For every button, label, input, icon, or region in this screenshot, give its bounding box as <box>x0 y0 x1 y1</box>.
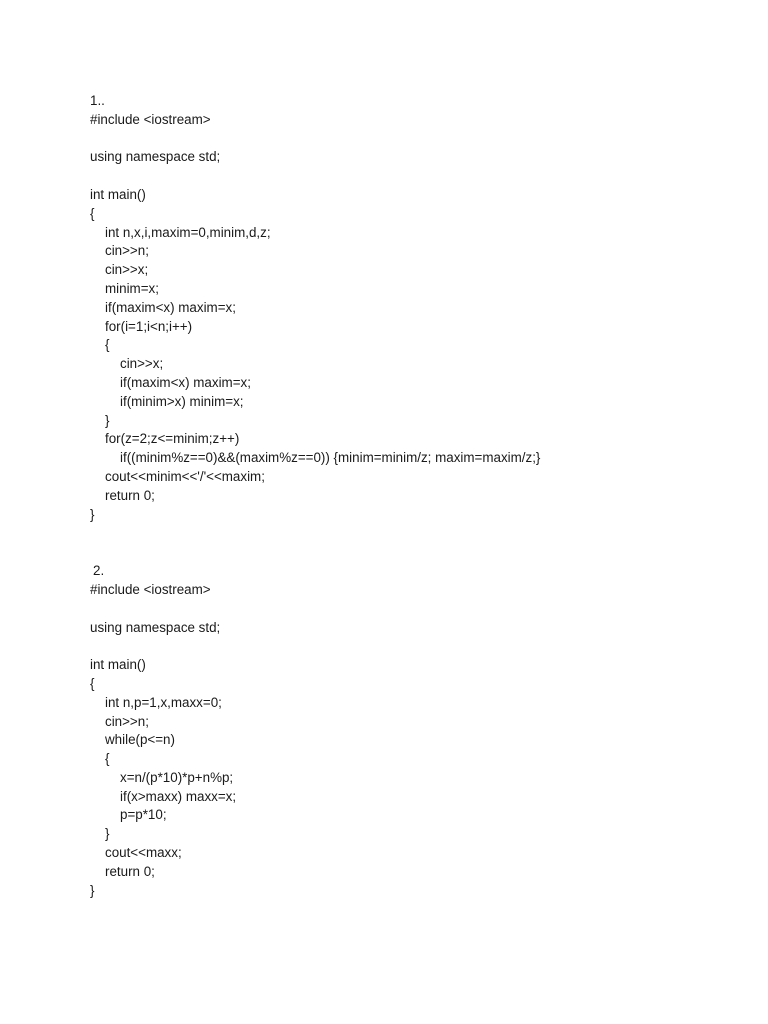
code-line: } <box>90 882 95 898</box>
code-line: cin>>x; <box>105 262 149 278</box>
code-line: for(z=2;z<=minim;z++) <box>105 431 240 447</box>
code-line: return 0; <box>105 863 155 879</box>
code-line: } <box>105 412 110 428</box>
code-line: for(i=1;i<n;i++) <box>105 318 193 334</box>
code-line: { <box>105 337 110 353</box>
code-line: if((minim%z==0)&&(maxim%z==0)) {minim=minim/z; maxim=maxim/z;} <box>120 450 541 466</box>
code-line: p=p*10; <box>120 807 167 823</box>
code-line: int n,p=1,x,maxx=0; <box>105 694 222 710</box>
code-line: if(maxim<x) maxim=x; <box>105 299 236 315</box>
code-line: while(p<=n) <box>105 732 175 748</box>
code-line: #include <iostream> <box>90 581 211 597</box>
code-line: cin>>x; <box>120 356 164 372</box>
code-line: int n,x,i,maxim=0,minim,d,z; <box>105 224 271 240</box>
code-line: using namespace std; <box>90 149 221 165</box>
program2-label: 2. <box>93 563 105 579</box>
blank-line <box>90 167 750 186</box>
document-page <box>90 92 750 900</box>
program1-label: 1.. <box>90 93 105 108</box>
code-line: x=n/(p*10)*p+n%p; <box>120 769 234 785</box>
blank-line <box>90 637 750 656</box>
code-line: if(x>maxx) maxx=x; <box>120 788 237 804</box>
code-line: minim=x; <box>105 280 159 296</box>
blank-line <box>90 130 750 149</box>
code-line: if(maxim<x) maxim=x; <box>120 374 251 390</box>
code-line: int main() <box>90 657 146 673</box>
code-line: { <box>90 205 95 221</box>
blank-line <box>90 524 750 543</box>
code-line: int main() <box>90 186 146 202</box>
code-line: } <box>105 826 110 842</box>
code-line: { <box>105 751 110 767</box>
code-line: cin>>n; <box>105 243 149 259</box>
code-line: return 0; <box>105 487 155 503</box>
code-line: if(minim>x) minim=x; <box>120 393 244 409</box>
code-line: cin>>n; <box>105 713 149 729</box>
blank-line <box>90 543 750 562</box>
code-line: #include <iostream> <box>90 111 211 127</box>
code-line: cout<<maxx; <box>105 845 182 861</box>
code-line: } <box>90 506 95 522</box>
blank-line <box>90 600 750 619</box>
code-line: cout<<minim<<'/'<<maxim; <box>105 468 265 484</box>
code-line: using namespace std; <box>90 619 221 635</box>
code-line: { <box>90 675 95 691</box>
